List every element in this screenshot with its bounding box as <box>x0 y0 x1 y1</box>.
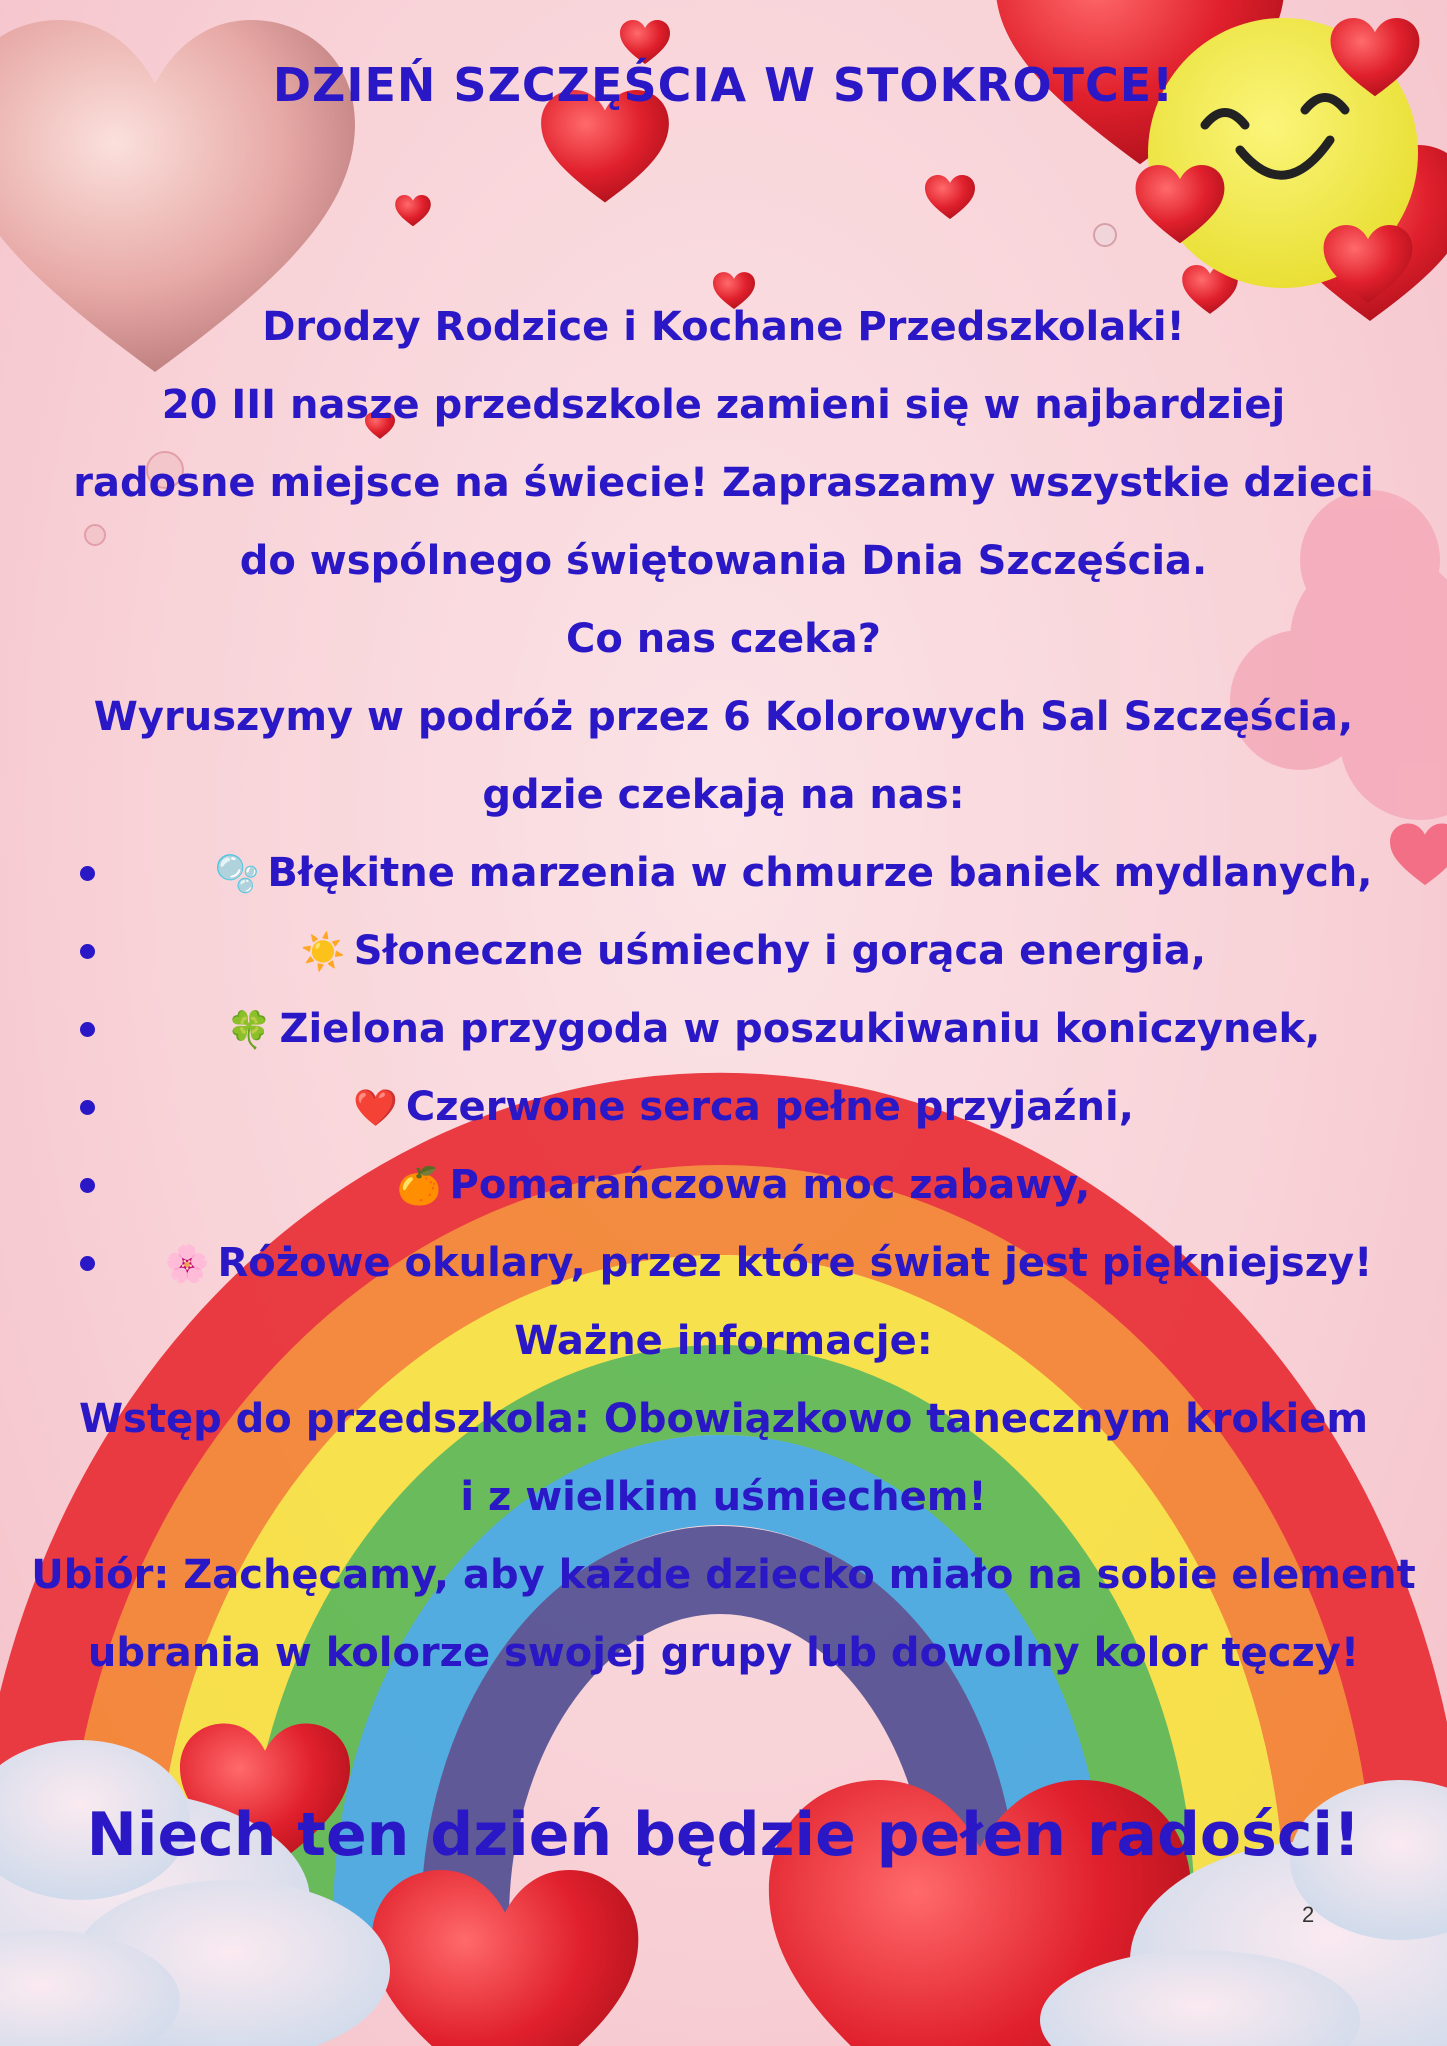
intro-line: do wspólnego świętowania Dnia Szczęścia. <box>239 538 1208 584</box>
list-item-text: Czerwone serca pełne przyjaźni, <box>405 1084 1134 1130</box>
bullet-icon <box>80 912 100 990</box>
list-item-text: Zielona przygoda w poszukiwaniu koniczynek, <box>279 1006 1321 1052</box>
list-item-text: Pomarańczowa moc zabawy, <box>449 1162 1091 1208</box>
bullet-icon <box>80 1068 100 1146</box>
intro-line: gdzie czekają na nas: <box>482 772 965 818</box>
info-line: Ubiór: Zachęcamy, aby każde dziecko miało na sobie element <box>31 1552 1416 1598</box>
list-item-text: Słoneczne uśmiechy i gorąca energia, <box>353 928 1207 974</box>
info-line: ubrania w kolorze swojej grupy lub dowolny kolor tęczy! <box>87 1630 1360 1676</box>
list-item-text: Błękitne marzenia w chmurze baniek mydlanych, <box>267 850 1373 896</box>
poster-title: DZIEŃ SZCZĘŚCIA W STOKROTCE! <box>272 58 1175 112</box>
info-line: i z wielkim uśmiechem! <box>460 1474 987 1520</box>
bullet-icon <box>80 1224 100 1302</box>
sun-icon: ☀️ <box>300 932 346 973</box>
bullet-icon <box>80 834 100 912</box>
intro-line: 20 III nasze przedszkole zamieni się w najbardziej <box>161 382 1286 428</box>
bubbles-icon: 🫧 <box>214 854 260 895</box>
bullet-icon <box>80 990 100 1068</box>
info-heading: Ważne informacje: <box>514 1318 933 1364</box>
list-item <box>0 912 1447 990</box>
heart-icon <box>925 175 975 219</box>
list-item-text: Różowe okulary, przez które świat jest piękniejszy! <box>217 1240 1373 1286</box>
list-item <box>0 1146 1447 1224</box>
list-item <box>0 1224 1447 1302</box>
info-line: Wstęp do przedszkola: Obowiązkowo tanecznym krokiem <box>78 1396 1369 1442</box>
bullet-icon <box>80 1146 100 1224</box>
clover-icon: 🍀 <box>226 1010 272 1051</box>
closing-slogan: Niech ten dzień będzie pełen radości! <box>86 1800 1361 1870</box>
page-number: 2 <box>1302 1902 1315 1927</box>
heart-icon: ❤️ <box>353 1088 398 1129</box>
list-item <box>0 834 1447 912</box>
question-line: Co nas czeka? <box>566 616 881 662</box>
blossom-icon: 🌸 <box>164 1244 210 1285</box>
heart-icon <box>395 195 431 226</box>
orange-icon: 🍊 <box>396 1166 442 1207</box>
list-item <box>0 990 1447 1068</box>
poster-body <box>0 288 1447 1692</box>
greeting-line: Drodzy Rodzice i Kochane Przedszkolaki! <box>262 304 1185 350</box>
list-item <box>0 1068 1447 1146</box>
intro-line: radosne miejsce na świecie! Zapraszamy wszystkie dzieci <box>73 460 1374 506</box>
intro-line: Wyruszymy w podróż przez 6 Kolorowych Sal Szczęścia, <box>93 694 1354 740</box>
